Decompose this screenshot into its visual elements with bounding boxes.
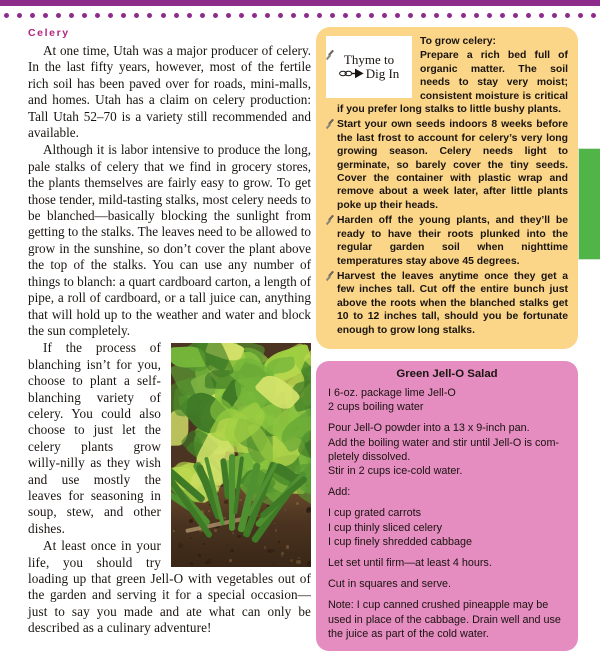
- rule-dot: [421, 13, 426, 18]
- soil-speckle: [282, 523, 283, 524]
- recipe-ingredient: 2 cups boiling water: [328, 400, 566, 414]
- soil-speckle: [203, 543, 205, 545]
- rule-dot: [82, 13, 87, 18]
- rule-dot: [69, 13, 74, 18]
- recipe-note: Note: I cup canned crushed pineapple may be used in place of the cabbage. Drain well and use the juice as part of the cold water.: [328, 598, 566, 641]
- soil-speckle: [272, 549, 275, 552]
- soil-speckle: [178, 543, 182, 547]
- rule-dot: [447, 13, 452, 18]
- rule-dot: [382, 13, 387, 18]
- soil-speckle: [209, 558, 211, 560]
- article-paragraph-1: At one time, Utah was a major producer of celery. In the last fifty years, however, most of the fertile rich soil has been paved over for roads, mini-malls, and homes. Utah has a claim on celery production: Tall Utah 52–70 is a variety still recommended and available.: [28, 43, 311, 141]
- soil-speckle: [306, 508, 311, 513]
- recipe-set-line: Let set until firm—at least 4 hours.: [328, 556, 566, 570]
- rule-dot: [147, 13, 152, 18]
- rule-dot: [461, 13, 466, 18]
- celery-stalk: [229, 454, 235, 532]
- soil-speckle: [189, 519, 193, 523]
- tip-item-4-text: Harvest the leaves anytime once they get a few inches tall. Cut off the entire bunch just above the roots when the blanched stalks get 10 to 12 inches tall, should you be fortunate enough to grow long stalks.: [337, 271, 568, 336]
- rule-dot: [239, 13, 244, 18]
- recipe-title: Green Jell-O Salad: [328, 368, 566, 380]
- soil-speckle: [271, 533, 273, 535]
- recipe-ingredient: I cup thinly sliced celery: [328, 521, 566, 535]
- rule-dot: [30, 13, 35, 18]
- rule-dot: [121, 13, 126, 18]
- soil-speckle: [173, 530, 175, 532]
- rule-dot: [395, 13, 400, 18]
- rule-dot: [95, 13, 100, 18]
- rule-dot: [552, 13, 557, 18]
- soil-speckle: [198, 554, 201, 557]
- soil-speckle: [214, 527, 215, 528]
- rule-dot: [4, 13, 9, 18]
- soil-speckle: [232, 532, 234, 534]
- tip-item-3-text: Harden off the young plants, and they’ll be ready to have their roots plunked into the regular garden soil when nighttime temperatures stay above 45 degrees.: [337, 215, 568, 266]
- logo-text-dig-in: Dig In: [366, 67, 400, 80]
- trowel-bullet-icon: [324, 215, 335, 226]
- article-paragraph-2: Although it is labor intensive to produce the long, pale stalks of celery that we find in grocery stores, the plants themselves are fairly easy to grow. To get those tender, mild-tasting stalks, most celery needs to be blanched—basically blocking the sunlight from getting to the stalks. The leaves need to be allowed to grow in the sunshine, so don’t cover the plant above the top of the stalks. You can use any number of things to blanch: a quart cardboard carton, a length of pipe, a roll of cardboard, or a tall juice can, anything that will hold up to the weather and water and block the sun completely.: [28, 142, 311, 339]
- rule-dot: [108, 13, 113, 18]
- rule-dot: [17, 13, 22, 18]
- soil-speckle: [215, 523, 220, 528]
- thyme-to-dig-in-box: [316, 27, 578, 349]
- soil-speckle: [214, 529, 218, 533]
- soil-speckle: [190, 562, 193, 565]
- rule-dot: [252, 13, 257, 18]
- recipe-ingredient: I 6-oz. package lime Jell-O: [328, 386, 566, 400]
- soil-speckle: [273, 564, 274, 565]
- soil-speckle: [290, 559, 293, 562]
- page-title: Celery: [28, 27, 311, 39]
- rule-dot: [434, 13, 439, 18]
- soil-speckle: [230, 549, 234, 553]
- rule-dot: [43, 13, 48, 18]
- recipe-ingredient: I cup finely shredded cabbage: [328, 535, 566, 549]
- soil-speckle: [201, 548, 202, 549]
- tip-item-1-text: Prepare a rich bed full of organic matter. The soil needs to stay very moist; consistent moisture is critical if you prefer long stalks to little bushy plants.: [337, 50, 568, 115]
- recipe-step: Add the boiling water and stir until Jell-O is com-: [328, 436, 566, 450]
- soil-speckle: [235, 527, 236, 528]
- rule-dot: [565, 13, 570, 18]
- soil-speckle: [296, 502, 299, 505]
- recipe-step: Pour Jell-O powder into a 13 x 9-inch pan.: [328, 421, 566, 435]
- tip-item-2: [324, 118, 568, 212]
- soil-speckle: [229, 559, 232, 562]
- rule-dot: [291, 13, 296, 18]
- soil-speckle: [267, 549, 271, 553]
- soil-speckle: [285, 509, 287, 511]
- soil-speckle: [275, 529, 277, 531]
- rule-dot: [369, 13, 374, 18]
- rule-dot: [408, 13, 413, 18]
- rule-dot: [487, 13, 492, 18]
- rule-dot: [526, 13, 531, 18]
- text-wrap-block: [28, 340, 311, 636]
- rule-dot: [265, 13, 270, 18]
- rule-dot: [56, 13, 61, 18]
- sidebar-column: [316, 27, 578, 651]
- tip-item-1: [324, 49, 568, 116]
- rule-dot: [278, 13, 283, 18]
- rule-dot: [343, 13, 348, 18]
- rule-dot: [304, 13, 309, 18]
- celery-photo: [171, 343, 311, 567]
- soil-speckle: [237, 535, 241, 539]
- soil-speckle: [227, 544, 229, 546]
- article-paragraph-4: At least once in your life, you should try loading up that green Jell-O with vegetables out of the garden and serving it for a special occasion—just to say you made and ate what can only be described as a culinary adventure!: [28, 538, 311, 636]
- logo-line-1: Thyme to: [344, 53, 394, 66]
- soil-speckle: [281, 555, 283, 557]
- rule-dot: [317, 13, 322, 18]
- soil-speckle: [296, 560, 301, 565]
- top-rule-bar: [0, 0, 600, 6]
- trowel-bullet-icon: [324, 119, 335, 130]
- rule-dot: [330, 13, 335, 18]
- tip-item-3: [324, 214, 568, 268]
- rule-dot: [213, 13, 218, 18]
- rule-dot: [578, 13, 583, 18]
- recipe-step: Stir in 2 cups ice-cold water.: [328, 464, 566, 478]
- soil-speckle: [190, 537, 192, 539]
- soil-speckle: [281, 552, 284, 555]
- leaf-shape: [171, 388, 189, 416]
- dotted-rule: [0, 13, 600, 22]
- soil-speckle: [286, 545, 289, 548]
- rule-dot: [356, 13, 361, 18]
- tip-heading: To grow celery:: [324, 35, 568, 48]
- rule-dot: [226, 13, 231, 18]
- rule-dot: [539, 13, 544, 18]
- rule-dot: [513, 13, 518, 18]
- recipe-add-label: Add:: [328, 485, 566, 499]
- rule-dot: [591, 13, 596, 18]
- soil-speckle: [278, 541, 280, 543]
- soil-speckle: [264, 546, 267, 549]
- rule-dot: [174, 13, 179, 18]
- recipe-ingredient: I cup grated carrots: [328, 506, 566, 520]
- article-column: [28, 27, 311, 638]
- rule-dot: [134, 13, 139, 18]
- tip-item-2-text: Start your own seeds indoors 8 weeks before the last frost to account for celery’s very long growing season. Celery needs light to germinate, so barely cover the tiny seeds. Cover the container with plastic wrap and remove about a week later, after little plants poke up their heads.: [337, 119, 568, 210]
- soil-speckle: [239, 499, 242, 502]
- rule-dot: [187, 13, 192, 18]
- soil-speckle: [224, 500, 228, 504]
- rule-dot: [500, 13, 505, 18]
- trowel-bullet-icon: [324, 50, 335, 61]
- rule-dot: [474, 13, 479, 18]
- soil-speckle: [208, 510, 210, 512]
- soil-speckle: [294, 560, 295, 561]
- rule-dot: [161, 13, 166, 18]
- green-section-tab[interactable]: [578, 148, 600, 260]
- recipe-cut-line: Cut in squares and serve.: [328, 577, 566, 591]
- rule-dot: [200, 13, 205, 18]
- tip-item-4: [324, 270, 568, 337]
- soil-speckle: [298, 557, 300, 559]
- trowel-bullet-icon: [324, 271, 335, 282]
- article-paragraph-3: If the process of blanching isn’t for you, choose to plant a self-blanching variety of celery. You could also choose to just let the celery plants grow willy-nilly as they wish and use mostly the leaves for seasoning in soup, stew, and other dishes.: [28, 340, 311, 537]
- soil-speckle: [307, 561, 311, 566]
- recipe-card: [316, 361, 578, 651]
- soil-speckle: [274, 523, 275, 524]
- recipe-step: pletely dissolved.: [328, 450, 566, 464]
